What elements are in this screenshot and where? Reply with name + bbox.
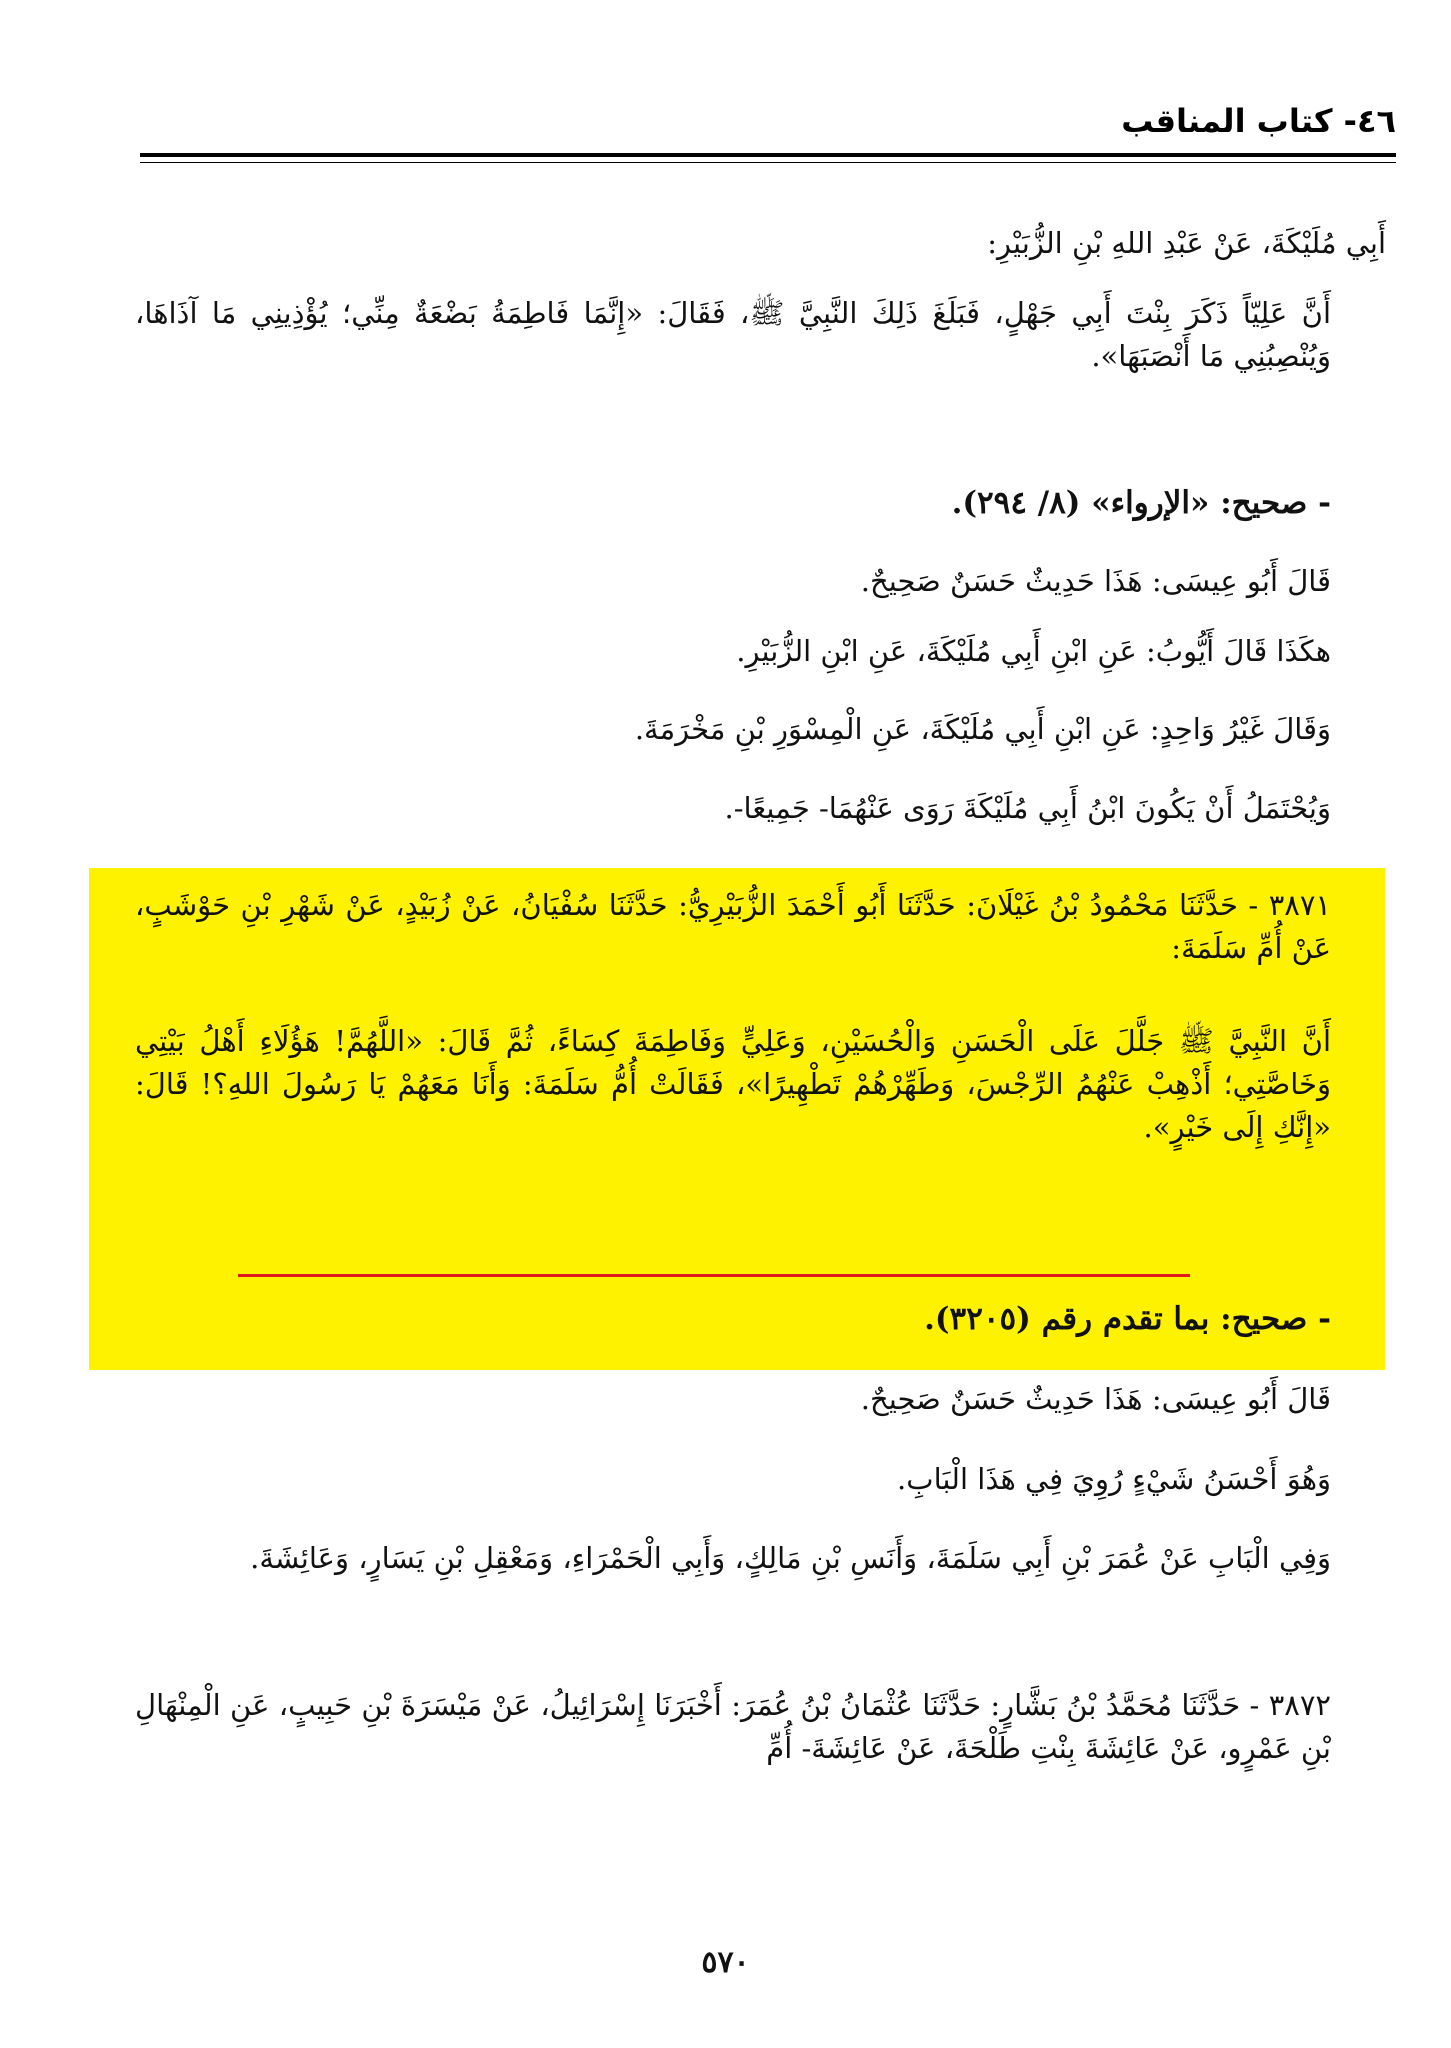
grading-note: - صحيح: «الإرواء» (٨/ ٢٩٤). (951, 485, 1331, 521)
hadith-3871-chain: ٣٨٧١ - حَدَّثَنَا مَحْمُودُ بْنُ غَيْلَانَ: حَدَّثَنَا أَبُو أَحْمَدَ الزُّبَيْرِيُّ: حَدَّثَنَا سُفْيَانُ، عَنْ زُبَيْدٍ، عَنْ شَهْرِ بْنِ حَوْشَبٍ، عَنْ أُمِّ سَلَمَةَ: (135, 888, 1331, 965)
possibility-note: وَيُحْتَمَلُ أَنْ يَكُونَ ابْنُ أَبِي مُلَيْكَةَ رَوَى عَنْهُمَا- جَمِيعًا-. (724, 791, 1331, 825)
text-line-chain: أَبِي مُلَيْكَةَ، عَنْ عَبْدِ اللهِ بْنِ الزُّبَيْرِ: (987, 226, 1386, 260)
page-number: ٥٧٠ (701, 1945, 750, 1980)
abu-isa-comment-2: قَالَ أَبُو عِيسَى: هَذَا حَدِيثٌ حَسَنٌ صَحِيحٌ. (860, 1382, 1331, 1416)
others-narration: وَقَالَ غَيْرُ وَاحِدٍ: عَنِ ابْنِ أَبِي مُلَيْكَةَ، عَنِ الْمِسْوَرِ بْنِ مَخْرَمَةَ. (634, 712, 1331, 746)
header-rule-thick (140, 153, 1396, 157)
hadith-3872-chain: ٣٨٧٢ - حَدَّثَنَا مُحَمَّدُ بْنُ بَشَّارٍ: حَدَّثَنَا عُثْمَانُ بْنُ عُمَرَ: أَخْبَرَنَا إِسْرَائِيلُ، عَنْ مَيْسَرَةَ بْنِ حَبِيبٍ، عَنِ الْمِنْهَالِ بْنِ عَمْرٍو، عَنْ عَائِشَةَ بِنْتِ طَلْحَةَ، عَنْ عَائِشَةَ- أُمِّ (135, 1688, 1331, 1765)
hadith-3871-text: أَنَّ النَّبِيَّ ﷺ جَلَّلَ عَلَى الْحَسَنِ وَالْحُسَيْنِ، وَعَلِيٍّ وَفَاطِمَةَ كِسَاءً، ثُمَّ قَالَ: «اللَّهُمَّ! هَؤُلَاءِ أَهْلُ بَيْتِي وَخَاصَّتِي؛ أَذْهِبْ عَنْهُمُ الرِّجْسَ، وَطَهِّرْهُمْ تَطْهِيرًا»، فَقَالَتْ أُمُّ سَلَمَةَ: وَأَنَا مَعَهُمْ يَا رَسُولَ اللهِ؟! قَالَ: «إِنَّكِ إِلَى خَيْرٍ». (135, 1024, 1332, 1144)
red-underline (238, 1274, 1190, 1277)
book-chapter-title: ٤٦- كتاب المناقب (1121, 102, 1396, 140)
ayyub-narration: هكَذَا قَالَ أَيُّوبُ: عَنِ ابْنِ أَبِي مُلَيْكَةَ، عَنِ ابْنِ الزُّبَيْرِ. (736, 634, 1331, 668)
grading-note-2: - صحيح: بما تقدم رقم (٣٢٠٥). (924, 1301, 1331, 1337)
abu-isa-comment: قَالَ أَبُو عِيسَى: هَذَا حَدِيثٌ حَسَنٌ صَحِيحٌ. (860, 564, 1331, 598)
best-narration-note: وَهُوَ أَحْسَنُ شَيْءٍ رُوِيَ فِي هَذَا الْبَابِ. (897, 1462, 1331, 1496)
chapter-references: وَفِي الْبَابِ عَنْ عُمَرَ بْنِ أَبِي سَلَمَةَ، وَأَنَسِ بْنِ مَالِكٍ، وَأَبِي الْحَمْرَاءِ، وَمَعْقِلِ بْنِ يَسَارٍ، وَعَائِشَةَ. (250, 1541, 1331, 1575)
hadith-text-fatima: أَنَّ عَلِيّاً ذَكَرَ بِنْتَ أَبِي جَهْلٍ، فَبَلَغَ ذَلِكَ النَّبِيَّ ﷺ، فَقَالَ: «إِنَّمَا فَاطِمَةُ بَضْعَةٌ مِنِّي؛ يُؤْذِينِي مَا آذَاهَا، وَيُنْصِبُنِي مَا أَنْصَبَهَا». (135, 296, 1331, 373)
running-header (140, 96, 1396, 146)
header-rule-thin (140, 162, 1396, 163)
